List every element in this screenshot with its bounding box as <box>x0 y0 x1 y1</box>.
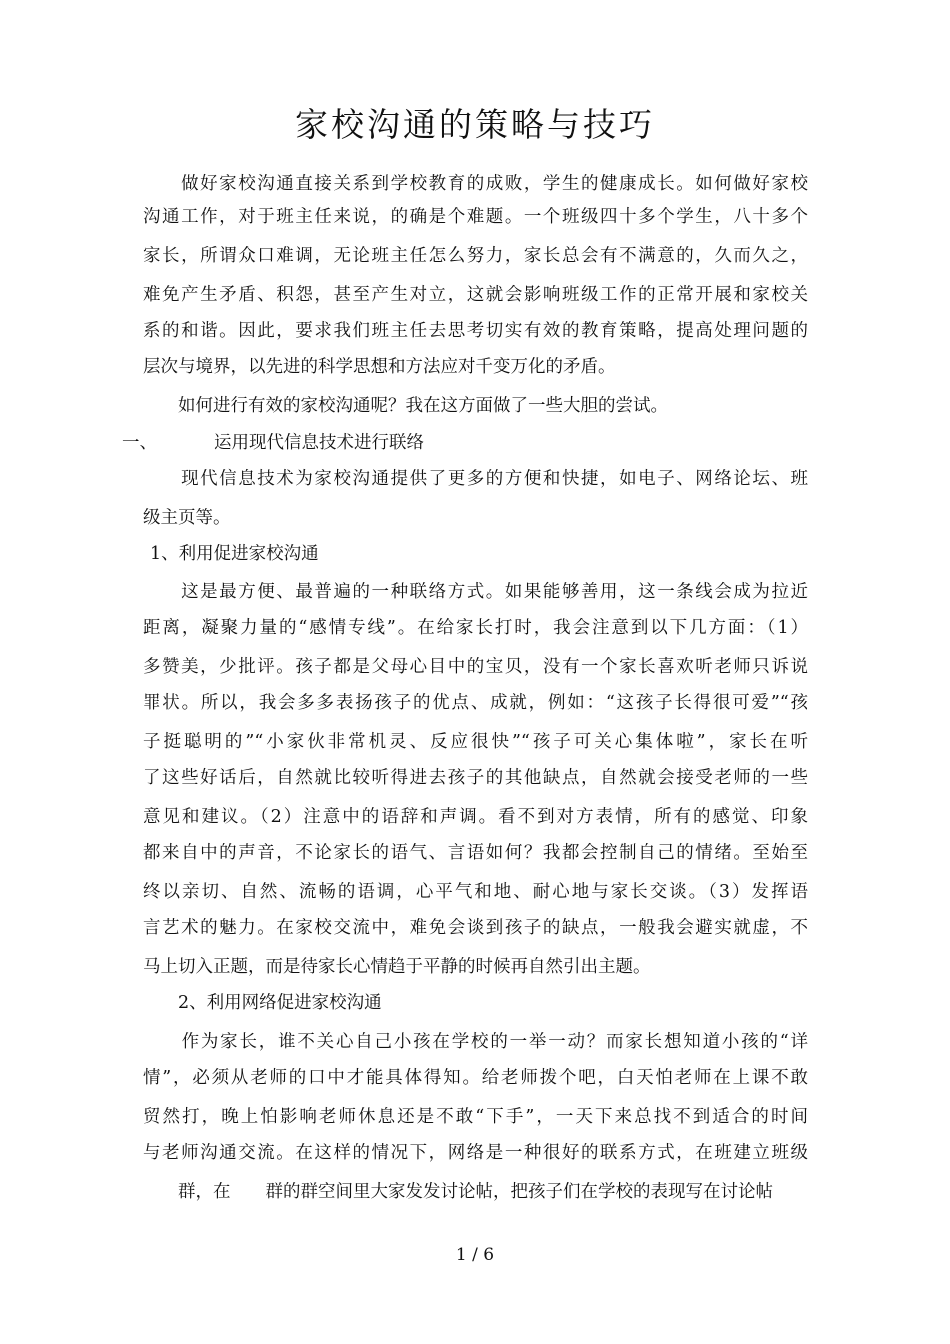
subsection-heading: 2、利用网络促进家校沟通 <box>143 993 382 1013</box>
section-heading-text: 运用现代信息技术进行联络 <box>214 433 424 453</box>
paragraph-line: 子挺聪明的”“小家伙非常机灵、反应很快”“孩子可关心集体啦”，家长在听 <box>143 732 808 752</box>
paragraph-line: 沟通工作，对于班主任来说，的确是个难题。一个班级四十多个学生，八十多个 <box>143 207 808 227</box>
paragraph-line: 距离，凝聚力量的“感情专线”。在给家长打时，我会注意到以下几方面：（1） <box>143 618 808 638</box>
paragraph-line: 与老师沟通交流。在这样的情况下，网络是一种很好的联系方式，在班建立班级 <box>143 1143 808 1163</box>
paragraph-line: 罪状。所以，我会多多表扬孩子的优点、成就，例如：“这孩子长得很可爱”“孩 <box>143 693 808 713</box>
subsection-heading: 1、利用促进家校沟通 <box>150 544 319 564</box>
page-number: 1 / 6 <box>455 1245 495 1265</box>
paragraph-line: 多赞美，少批评。孩子都是父母心目中的宝贝，没有一个家长喜欢听老师只诉说 <box>143 657 808 677</box>
paragraph-line: 家长，所谓众口难调，无论班主任怎么努力，家长总会有不满意的，久而久之， <box>143 246 808 266</box>
paragraph-line: 难免产生矛盾、积怨，甚至产生对立，这就会影响班级工作的正常开展和家校关 <box>143 285 808 305</box>
document-title: 家校沟通的策略与技巧 <box>295 105 655 144</box>
paragraph-line: 这是最方便、最普遍的一种联络方式。如果能够善用，这一条线会成为拉近 <box>143 582 808 602</box>
paragraph-line: 言艺术的魅力。在家校交流中，难免会谈到孩子的缺点，一般我会避实就虚，不 <box>143 918 808 938</box>
paragraph-line: 情”，必须从老师的口中才能具体得知。给老师拨个吧，白天怕老师在上课不敢 <box>143 1068 808 1088</box>
paragraph-line: 终以亲切、自然、流畅的语调，心平气和地、耐心地与家长交谈。（3）发挥语 <box>143 882 808 902</box>
paragraph-line: 系的和谐。因此，要求我们班主任去思考切实有效的教育策略，提高处理问题的 <box>143 321 808 341</box>
paragraph-line: 马上切入正题，而是待家长心情趋于平静的时候再自然引出主题。 <box>143 957 651 977</box>
section-heading-number: 一、 <box>122 433 157 453</box>
paragraph-line: 了这些好话后，自然就比较听得进去孩子的其他缺点，自然就会接受老师的一些 <box>143 768 808 788</box>
paragraph-line: 层次与境界，以先进的科学思想和方法应对千变万化的矛盾。 <box>143 357 616 377</box>
paragraph-line: 现代信息技术为家校沟通提供了更多的方便和快捷，如电子、网络论坛、班 <box>143 469 808 489</box>
paragraph-line: 都来自中的声音，不论家长的语气、言语如何？我都会控制自己的情绪。至始至 <box>143 843 808 863</box>
paragraph-line: 意见和建议。（2）注意中的语辞和声调。看不到对方表情，所有的感觉、印象 <box>143 807 808 827</box>
paragraph-line: 贸然打，晚上怕影响老师休息还是不敢“下手”，一天下来总找不到适合的时间 <box>143 1107 808 1127</box>
paragraph-line: 群，在 群的群空间里大家发发讨论帖，把孩子们在学校的表现写在讨论帖 <box>143 1182 773 1202</box>
paragraph-line: 作为家长，谁不关心自己小孩在学校的一举一动？而家长想知道小孩的“详 <box>143 1032 808 1052</box>
paragraph-line: 如何进行有效的家校沟通呢？我在这方面做了一些大胆的尝试。 <box>143 396 668 416</box>
paragraph-line: 做好家校沟通直接关系到学校教育的成败，学生的健康成长。如何做好家校 <box>143 174 808 194</box>
paragraph-line: 级主页等。 <box>143 508 231 528</box>
